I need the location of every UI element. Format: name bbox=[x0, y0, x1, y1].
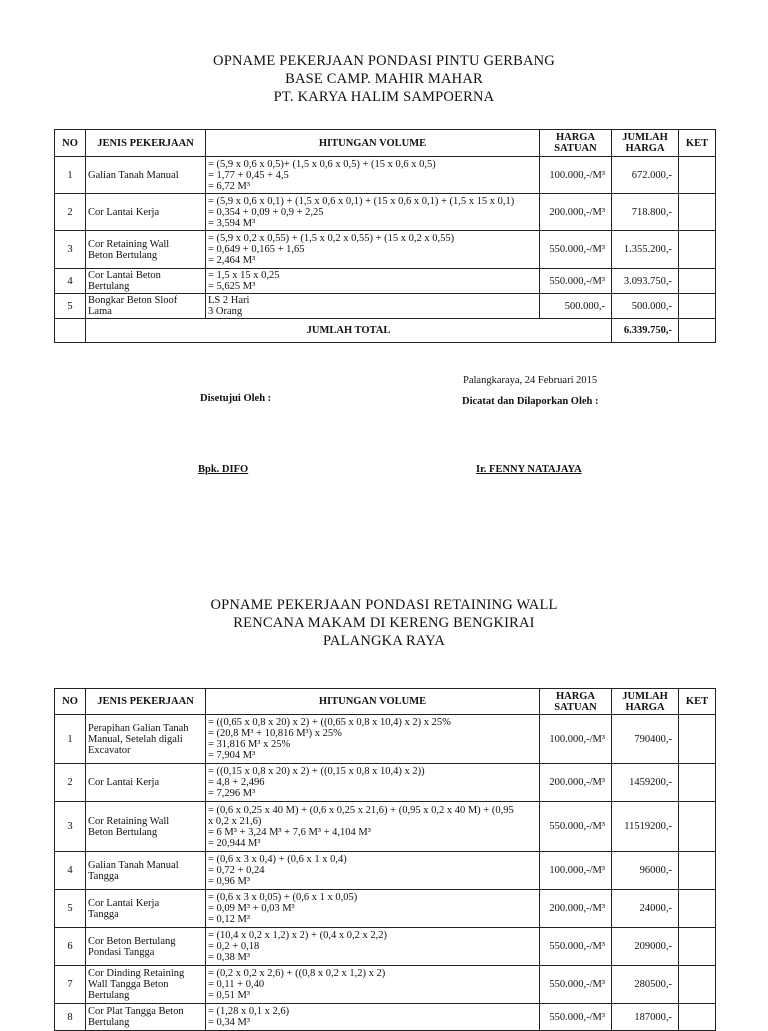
row-price: 550.000,-/M³ bbox=[540, 802, 612, 852]
row-total: 24000,- bbox=[612, 890, 679, 928]
table-header-row bbox=[55, 130, 716, 157]
header-no: NO bbox=[55, 689, 86, 715]
table-header-row bbox=[55, 689, 716, 715]
table-row bbox=[55, 802, 716, 852]
row-job: Galian Tanah Manual Tangga bbox=[86, 852, 206, 890]
row-volume: = 1,5 x 15 x 0,25 = 5,625 M³ bbox=[206, 269, 540, 294]
row-note bbox=[679, 294, 716, 319]
header-volume: HITUNGAN VOLUME bbox=[206, 689, 540, 715]
table-row bbox=[55, 852, 716, 890]
row-total: 672.000,- bbox=[612, 157, 679, 194]
row-total: 96000,- bbox=[612, 852, 679, 890]
row-note bbox=[679, 157, 716, 194]
table-row bbox=[55, 1004, 716, 1031]
row-note bbox=[679, 231, 716, 269]
approved-by-label: Disetujui Oleh : bbox=[200, 393, 272, 404]
row-price: 100.000,-/M³ bbox=[540, 715, 612, 764]
header-no: NO bbox=[55, 130, 86, 157]
row-job: Perapihan Galian Tanah Manual, Setelah digali Excavator bbox=[86, 715, 206, 764]
row-volume: = (5,9 x 0,2 x 0,55) + (1,5 x 0,2 x 0,55) + (15 x 0,2 x 0,55) = 0,649 + 0,165 + 1,65 = 2,464 M³ bbox=[206, 231, 540, 269]
row-no: 5 bbox=[55, 294, 86, 319]
row-total: 11519200,- bbox=[612, 802, 679, 852]
row-job: Cor Lantai Kerja Tangga bbox=[86, 890, 206, 928]
reporter-name: Ir. FENNY NATAJAYA bbox=[476, 464, 582, 475]
row-job: Galian Tanah Manual bbox=[86, 157, 206, 194]
row-no: 7 bbox=[55, 966, 86, 1004]
row-total: 1.355.200,- bbox=[612, 231, 679, 269]
row-job: Cor Lantai Beton Bertulang bbox=[86, 269, 206, 294]
title-line: BASE CAMP. MAHIR MAHAR bbox=[285, 71, 483, 87]
row-price: 550.000,-/M³ bbox=[540, 231, 612, 269]
title-line: PALANGKA RAYA bbox=[323, 633, 445, 649]
row-total: 1459200,- bbox=[612, 764, 679, 802]
row-job: Bongkar Beton Sloof Lama bbox=[86, 294, 206, 319]
row-no: 5 bbox=[55, 890, 86, 928]
header-note: KET bbox=[679, 689, 716, 715]
place-date: Palangkaraya, 24 Februari 2015 bbox=[463, 375, 598, 386]
row-note bbox=[679, 852, 716, 890]
row-no: 1 bbox=[55, 715, 86, 764]
row-note bbox=[679, 966, 716, 1004]
empty-cell bbox=[55, 319, 86, 343]
row-note bbox=[679, 890, 716, 928]
section1-title bbox=[0, 52, 768, 106]
row-note bbox=[679, 802, 716, 852]
row-volume: = ((0,15 x 0,8 x 20) x 2) + ((0,15 x 0,8 x 10,4) x 2)) = 4,8 + 2,496 = 7,296 M³ bbox=[206, 764, 540, 802]
row-job: Cor Retaining Wall Beton Bertulang bbox=[86, 231, 206, 269]
row-note bbox=[679, 194, 716, 231]
row-volume: = (0,6 x 3 x 0,4) + (0,6 x 1 x 0,4) = 0,72 + 0,24 = 0,96 M³ bbox=[206, 852, 540, 890]
row-note bbox=[679, 715, 716, 764]
row-total: 500.000,- bbox=[612, 294, 679, 319]
row-no: 6 bbox=[55, 928, 86, 966]
row-total: 718.800,- bbox=[612, 194, 679, 231]
section2-title bbox=[0, 596, 768, 650]
empty-cell bbox=[679, 319, 716, 343]
table-row bbox=[55, 231, 716, 269]
header-job: JENIS PEKERJAAN bbox=[86, 689, 206, 715]
row-no: 4 bbox=[55, 269, 86, 294]
table-row bbox=[55, 890, 716, 928]
title-line: PT. KARYA HALIM SAMPOERNA bbox=[273, 89, 495, 105]
row-note bbox=[679, 764, 716, 802]
row-note bbox=[679, 1004, 716, 1031]
row-job: Cor Lantai Kerja bbox=[86, 764, 206, 802]
header-job: JENIS PEKERJAAN bbox=[86, 130, 206, 157]
table-row bbox=[55, 715, 716, 764]
title-line: OPNAME PEKERJAAN PONDASI RETAINING WALL bbox=[210, 597, 558, 613]
grand-total-label: JUMLAH TOTAL bbox=[86, 319, 612, 343]
header-note: KET bbox=[679, 130, 716, 157]
header-price: HARGA SATUAN bbox=[540, 130, 612, 157]
row-price: 100.000,-/M³ bbox=[540, 852, 612, 890]
row-no: 1 bbox=[55, 157, 86, 194]
row-total: 187000,- bbox=[612, 1004, 679, 1031]
row-volume: = (1,28 x 0,1 x 2,6) = 0,34 M³ bbox=[206, 1004, 540, 1031]
header-total: JUMLAH HARGA bbox=[612, 130, 679, 157]
row-volume: = (0,2 x 0,2 x 2,6) + ((0,8 x 0,2 x 1,2) x 2) = 0,11 + 0,40 = 0,51 M³ bbox=[206, 966, 540, 1004]
header-price: HARGA SATUAN bbox=[540, 689, 612, 715]
table-row bbox=[55, 966, 716, 1004]
row-volume: = (5,9 x 0,6 x 0,5)+ (1,5 x 0,6 x 0,5) + (15 x 0,6 x 0,5) = 1,77 + 0,45 + 4,5 = 6,72 M³ bbox=[206, 157, 540, 194]
grand-total-row bbox=[55, 319, 716, 343]
table-row bbox=[55, 928, 716, 966]
header-total: JUMLAH HARGA bbox=[612, 689, 679, 715]
row-total: 209000,- bbox=[612, 928, 679, 966]
row-total: 790400,- bbox=[612, 715, 679, 764]
row-price: 550.000,-/M³ bbox=[540, 928, 612, 966]
row-total: 280500,- bbox=[612, 966, 679, 1004]
row-job: Cor Plat Tangga Beton Bertulang bbox=[86, 1004, 206, 1031]
row-volume: LS 2 Hari 3 Orang bbox=[206, 294, 540, 319]
row-volume: = (0,6 x 0,25 x 40 M) + (0,6 x 0,25 x 21,6) + (0,95 x 0,2 x 40 M) + (0,95 x 0,2 x 21,6) = 6 M³ + 3,24 M³ + 7,6 M³ + 4,104 M³ = 20,944 M³ bbox=[206, 802, 540, 852]
row-job: Cor Retaining Wall Beton Bertulang bbox=[86, 802, 206, 852]
table-row bbox=[55, 157, 716, 194]
row-volume: = (0,6 x 3 x 0,05) + (0,6 x 1 x 0,05) = 0,09 M³ + 0,03 M³ = 0,12 M³ bbox=[206, 890, 540, 928]
table-row bbox=[55, 294, 716, 319]
opname-table-2 bbox=[54, 688, 716, 1031]
row-price: 500.000,- bbox=[540, 294, 612, 319]
row-total: 3.093.750,- bbox=[612, 269, 679, 294]
row-no: 2 bbox=[55, 194, 86, 231]
row-no: 4 bbox=[55, 852, 86, 890]
reported-by-label: Dicatat dan Dilaporkan Oleh : bbox=[462, 396, 599, 407]
opname-table-1 bbox=[54, 129, 716, 343]
row-job: Cor Beton Bertulang Pondasi Tangga bbox=[86, 928, 206, 966]
row-price: 200.000,-/M³ bbox=[540, 890, 612, 928]
title-line: RENCANA MAKAM DI KERENG BENGKIRAI bbox=[233, 615, 535, 631]
row-job: Cor Dinding Retaining Wall Tangga Beton Bertulang bbox=[86, 966, 206, 1004]
row-note bbox=[679, 269, 716, 294]
row-no: 3 bbox=[55, 231, 86, 269]
row-volume: = (5,9 x 0,6 x 0,1) + (1,5 x 0,6 x 0,1) + (15 x 0,6 x 0,1) + (1,5 x 15 x 0,1) = 0,354 + 0,09 + 0,9 + 2,25 = 3,594 M³ bbox=[206, 194, 540, 231]
row-volume: = ((0,65 x 0,8 x 20) x 2) + ((0,65 x 0,8 x 10,4) x 2) x 25% = (20,8 M³ + 10,816 M³) x 25% = 31,816 M³ x 25% = 7,904 M³ bbox=[206, 715, 540, 764]
header-volume: HITUNGAN VOLUME bbox=[206, 130, 540, 157]
title-line: OPNAME PEKERJAAN PONDASI PINTU GERBANG bbox=[213, 53, 555, 69]
row-no: 3 bbox=[55, 802, 86, 852]
table-row bbox=[55, 764, 716, 802]
table-row bbox=[55, 269, 716, 294]
row-note bbox=[679, 928, 716, 966]
row-volume: = (10,4 x 0,2 x 1,2) x 2) + (0,4 x 0,2 x 2,2) = 0,2 + 0,18 = 0,38 M³ bbox=[206, 928, 540, 966]
row-no: 2 bbox=[55, 764, 86, 802]
row-price: 550.000,-/M³ bbox=[540, 966, 612, 1004]
grand-total-value: 6.339.750,- bbox=[612, 319, 679, 343]
approver-name: Bpk. DIFO bbox=[198, 464, 249, 475]
row-price: 550.000,-/M³ bbox=[540, 269, 612, 294]
row-price: 100.000,-/M³ bbox=[540, 157, 612, 194]
table-row bbox=[55, 194, 716, 231]
row-price: 200.000,-/M³ bbox=[540, 194, 612, 231]
row-price: 200.000,-/M³ bbox=[540, 764, 612, 802]
row-job: Cor Lantai Kerja bbox=[86, 194, 206, 231]
row-no: 8 bbox=[55, 1004, 86, 1031]
row-price: 550.000,-/M³ bbox=[540, 1004, 612, 1031]
